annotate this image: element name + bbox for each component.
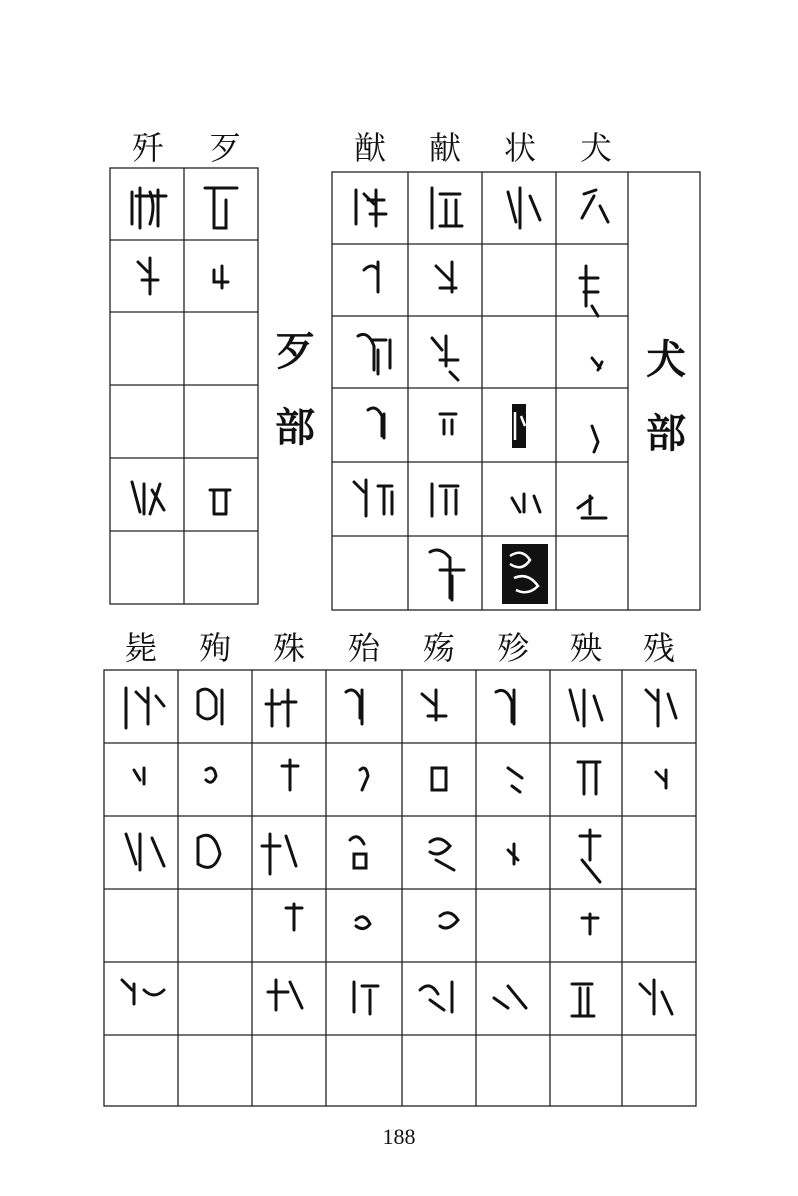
header-char-dai: 歹 [208,129,241,167]
header-char-jian: 歼 [131,129,164,167]
header-char-tian: 殄 [496,629,529,667]
page-number: 188 [382,1124,416,1149]
section-label-quan: 犬 [646,337,686,383]
header-char-you: 猷 [353,129,386,167]
header-char-bi: 毙 [124,629,157,667]
section-label-dai: 歹 [275,329,315,375]
header-char-dai2: 殆 [347,629,380,667]
header-char-can: 残 [642,629,675,667]
section-label-bu-right: 部 [646,411,686,457]
header-char-zhuang: 状 [503,129,536,167]
section-label-bu-left: 部 [275,405,315,451]
header-char-xun: 殉 [198,629,231,667]
bottom-table-border [104,670,696,1106]
header-char-xian: 献 [428,129,461,167]
header-char-shu: 殊 [272,629,305,667]
header-char-quan: 犬 [579,129,612,167]
header-char-shang: 殇 [422,629,455,667]
seal-stamp-large [502,544,548,604]
header-char-yang: 殃 [569,629,602,667]
